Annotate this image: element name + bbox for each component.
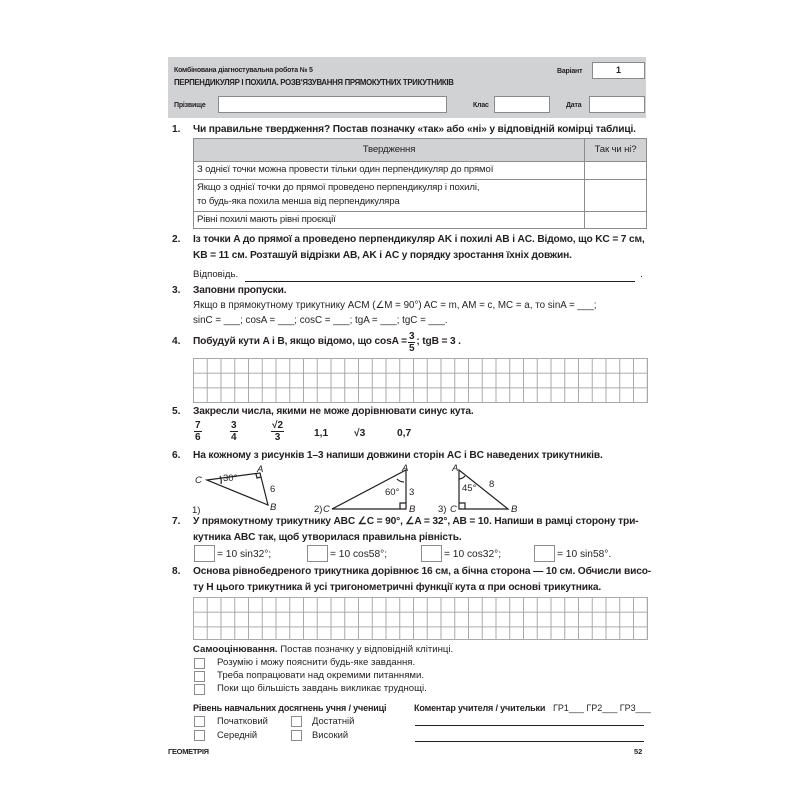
- table-row: [194, 162, 647, 180]
- vertex-B: B: [270, 502, 277, 513]
- q7-answer-box[interactable]: [307, 545, 328, 562]
- teacher-comment-line[interactable]: [415, 741, 644, 742]
- q7-equation: = 10 sin58°.: [557, 549, 612, 560]
- class-label: Клас: [473, 102, 489, 109]
- q4-text-after: ; tgB = 3 .: [416, 336, 461, 347]
- level-option: Достатній: [312, 715, 355, 726]
- q7-answer-box[interactable]: [421, 545, 442, 562]
- q6-text: На кожному з рисунків 1–3 напиши довжини сторін AC і BC наведених трикутників.: [193, 450, 603, 461]
- svg-text:B: B: [511, 504, 518, 515]
- statement-cell: Рівні похилі мають рівні проєкції: [194, 211, 585, 229]
- level-checkbox-beginner[interactable]: [194, 716, 205, 727]
- q2-line2: KB = 11 см. Розташуй відрізки AB, AK і AC у порядку зростання їхніх довжин.: [193, 250, 572, 261]
- q4-fraction: [408, 331, 415, 354]
- q8-line1: Основа рівнобедреного трикутника дорівнює 16 см, а бічна сторона — 10 см. Обчисли висо-: [193, 566, 652, 577]
- angle-label: 60°: [385, 487, 400, 498]
- date-label: Дата: [566, 102, 582, 109]
- self-assessment-checkbox[interactable]: [194, 671, 205, 682]
- variant-field[interactable]: 1: [592, 62, 645, 79]
- fraction-denominator: 5: [408, 342, 415, 354]
- self-assessment-option: Поки що більшість завдань викликає труднощі.: [217, 683, 427, 694]
- q5-number: 5.: [172, 406, 181, 417]
- fraction-numerator: 3: [408, 330, 415, 342]
- date-field[interactable]: [589, 96, 645, 113]
- side-label: 3: [409, 487, 415, 498]
- svg-text:A: A: [452, 463, 459, 474]
- table-row: [194, 179, 647, 211]
- q7-line2: кутника ABC так, щоб утворилася правильна рівність.: [193, 532, 462, 543]
- q1-table: [193, 138, 647, 229]
- svg-text:C: C: [323, 504, 330, 515]
- q8-number: 8.: [172, 566, 181, 577]
- fraction-numerator: 3: [231, 420, 237, 431]
- surname-label: Прізвище: [174, 102, 206, 109]
- statement-cell: [194, 179, 585, 211]
- statement-cell: З однієї точки можна провести тільки один перпендикуляр до прямої: [194, 162, 585, 180]
- q8-solution-grid[interactable]: [193, 597, 648, 640]
- q7-number: 7.: [172, 516, 181, 527]
- q3-line1: Якщо в прямокутному трикутнику ACM (∠M = 90°) AC = m, AM = c, MC = a, то sinA = ___;: [193, 300, 597, 311]
- q7-line1: У прямокутному трикутнику ABC ∠C = 90°, ∠A = 32°, AB = 10. Напиши в рамці сторону три-: [193, 516, 639, 527]
- angle-label: 45°: [462, 483, 477, 494]
- q5-option[interactable]: √3: [354, 428, 366, 439]
- q7-equation: = 10 cos58°;: [330, 549, 388, 560]
- self-assessment-checkbox[interactable]: [194, 684, 205, 695]
- q3-number: 3.: [172, 285, 181, 296]
- q5-text: Закресли числа, якими не може дорівнювати синус кута.: [193, 406, 474, 417]
- self-assessment-option: Розумію і можу пояснити будь-яке завдання.: [217, 657, 416, 668]
- q2-answer-line[interactable]: [245, 270, 635, 282]
- svg-text:B: B: [409, 504, 416, 515]
- table-header-answer: Так чи ні?: [585, 139, 647, 162]
- q2-answer-label: Відповідь.: [193, 269, 239, 280]
- svg-text:A: A: [402, 463, 409, 474]
- q1-text: Чи правильне твердження? Постав позначку «так» або «ні» у відповідній комірці таблиці.: [193, 124, 636, 135]
- worksheet-header: [168, 57, 646, 118]
- table-header-row: [194, 139, 647, 162]
- level-option: Початковий: [217, 715, 268, 726]
- vertex-C: C: [195, 475, 202, 486]
- teacher-comment-line[interactable]: [415, 725, 644, 726]
- fraction-numerator: 7: [195, 420, 201, 431]
- figure-label: 1): [192, 505, 201, 516]
- fraction-denominator: 3: [274, 432, 281, 443]
- self-assessment-instruction: Постав позначку у відповідній клітинці.: [280, 644, 454, 655]
- teacher-comment-title: Коментар учителя / учительки: [414, 703, 546, 713]
- q7-answer-box[interactable]: [534, 545, 555, 562]
- q5-option[interactable]: 1,1: [314, 428, 329, 439]
- class-field[interactable]: [494, 96, 550, 113]
- q7-equation: = 10 sin32°;: [217, 549, 272, 560]
- answer-cell[interactable]: [585, 179, 647, 211]
- side-label: 8: [489, 479, 495, 490]
- fraction-denominator: 6: [195, 432, 201, 443]
- level-option: Середній: [217, 729, 258, 740]
- q4-text-before: Побудуй кути A і B, якщо відомо, що cosA =: [193, 336, 407, 347]
- q2-line1: Із точки A до прямої a проведено перпендикуляр AK і похилі AB і AC. Відомо, що KC = 7 см,: [193, 234, 645, 245]
- page-number: 52: [634, 747, 643, 756]
- q3-line2: sinC = ___; cosA = ___; cosC = ___; tgA = ___; tgC = ___.: [193, 315, 448, 326]
- q7-equation: = 10 cos32°;: [444, 549, 502, 560]
- teacher-groups: ГР1___ ГР2___ ГР3___: [553, 703, 651, 713]
- level-checkbox-sufficient[interactable]: [291, 716, 302, 727]
- fraction-numerator: √2: [272, 420, 284, 431]
- q5-option[interactable]: [230, 420, 238, 443]
- figure-label: 3): [438, 504, 447, 515]
- q3-title: Заповни пропуски.: [193, 285, 287, 296]
- answer-cell[interactable]: [585, 162, 647, 180]
- table-row: [194, 211, 647, 229]
- q4-text: [193, 328, 461, 356]
- variant-label: Варіант: [557, 68, 583, 75]
- footer-subject: ГЕОМЕТРІЯ: [168, 747, 209, 756]
- q2-number: 2.: [172, 234, 181, 245]
- answer-cell[interactable]: [585, 211, 647, 229]
- fraction-denominator: 4: [231, 432, 237, 443]
- angle-label: 30°: [223, 473, 238, 484]
- self-assessment-option: Треба попрацювати над окремими питаннями.: [217, 670, 425, 681]
- self-assessment-checkbox[interactable]: [194, 658, 205, 669]
- q5-option[interactable]: 0,7: [397, 428, 412, 439]
- q6-triangle-figures: [190, 463, 518, 516]
- vertex-A: A: [257, 464, 264, 475]
- q1-number: 1.: [172, 124, 181, 135]
- topic-title: ПЕРПЕНДИКУЛЯР І ПОХИЛА. РОЗВ'ЯЗУВАННЯ ПРЯМОКУТНИХ ТРИКУТНИКІВ: [174, 78, 454, 87]
- q6-number: 6.: [172, 450, 181, 461]
- q4-number: 4.: [172, 336, 181, 347]
- table-header-statement: Твердження: [194, 139, 585, 162]
- q5-option[interactable]: [271, 420, 284, 443]
- level-checkbox-average[interactable]: [194, 730, 205, 741]
- q4-drawing-grid[interactable]: [193, 358, 648, 403]
- q5-option[interactable]: [194, 420, 202, 443]
- figure-label: 2): [314, 504, 323, 515]
- level-checkbox-high[interactable]: [291, 730, 302, 741]
- self-assessment-heading: [193, 644, 453, 656]
- svg-text:C: C: [450, 504, 457, 515]
- work-title: Комбінована діагностувальна робота № 5: [174, 67, 313, 74]
- level-title: Рівень навчальних досягнень учня / учениці: [193, 703, 387, 713]
- q7-answer-box[interactable]: [194, 545, 215, 562]
- q2-answer-end: .: [640, 269, 643, 280]
- statement-line: то будь-яка похила менша від перпендикуляра: [197, 196, 400, 207]
- q8-line2: ту H цього трикутника й усі тригонометричні функції кута α при основі трикутника.: [193, 582, 602, 593]
- statement-line: Якщо з однієї точки до прямої проведено перпендикуляр і похилі,: [197, 181, 480, 193]
- self-assessment-title: Самооцінювання.: [193, 644, 278, 655]
- level-option: Високий: [312, 729, 349, 740]
- surname-field[interactable]: [218, 96, 447, 113]
- side-label: 6: [270, 484, 276, 495]
